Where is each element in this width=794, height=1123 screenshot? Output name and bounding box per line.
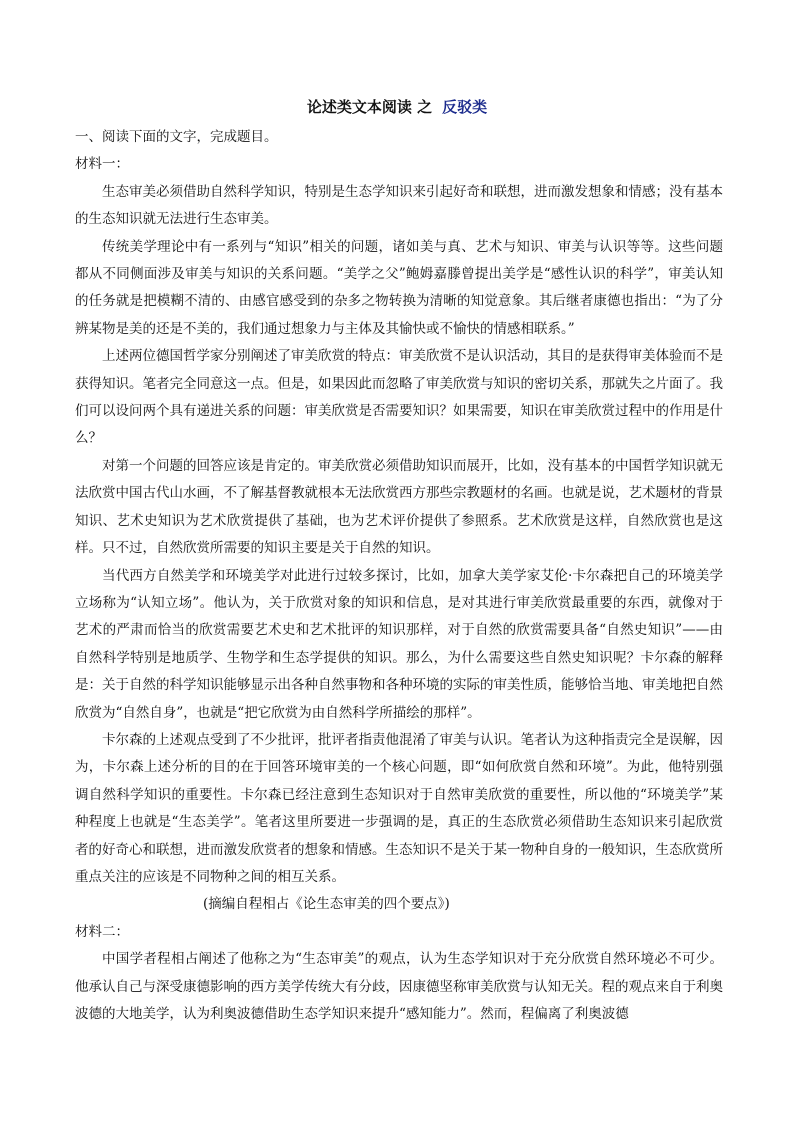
m2-paragraph-1: 中国学者程相占阐述了他称之为“生态审美”的观点，认为生态学知识对于充分欣赏自然环境必不可少。他承认自己与深受康德影响的西方美学传统大有分歧，因康德坚称审美欣赏与认知无关。程的观点来自于利奥波德的大地美学，认为利奥波德借助生态学知识来提升“感知能力”。然而，程偏离了利奥波德 [75,951,723,1022]
m1-paragraph-4: 对第一个问题的回答应该是肯定的。审美欣赏必须借助知识而展开，比如，没有基本的中国哲学知识就无法欣赏中国古代山水画，不了解基督教就根本无法欣赏西方那些宗教题材的名画。也就是说，艺术题材的背景知识、艺术史知识为艺术欣赏提供了基础，也为艺术评价提供了参照系。艺术欣赏是这样，自然欣赏也是这样。只不过，自然欣赏所需要的知识主要是关于自然的知识。 [75,457,723,557]
m1-paragraph-2: 传统美学理论中有一系列与“知识”相关的问题，诸如美与真、艺术与知识、审美与认识等等。这些问题都从不同侧面涉及审美与知识的关系问题。“美学之父”鲍姆嘉滕曾提出美学是“感性认识的科学”，审美认知的任务就是把模糊不清的、由感官感受到的杂多之物转换为清晰的知觉意象。其后继者康德也指出：“为了分辨某物是美的还是不美的，我们通过想象力与主体及其愉快或不愉快的情感相联系。” [75,238,723,337]
m1-paragraph-5: 当代西方自然美学和环境美学对此进行过较多探讨，比如，加拿大美学家艾伦·卡尔森把自己的环境美学立场称为“认知立场”。他认为，关于欣赏对象的知识和信息，是对其进行审美欣赏最重要的东西，就像对于艺术的严肃而恰当的欣赏需要艺术史和艺术批评的知识那样，对于自然的欣赏需要具备“自然史知识”——由自然科学特别是地质学、生物学和生态学提供的知识。那么，为什么需要这些自然史知识呢？卡尔森的解释是：关于自然的科学知识能够显示出各种自然事物和各种环境的实际的审美性质，能够恰当地、审美地把自然欣赏为“自然自身”，也就是“把它欣赏为由自然科学所描绘的那样”。 [75,567,723,721]
instruction: 一、阅读下面的文字，完成题目。 [75,129,278,145]
document-body [75,124,723,1028]
m1-paragraph-3: 上述两位德国哲学家分别阐述了审美欣赏的特点：审美欣赏不是认识活动，其目的是获得审美体验而不是获得知识。笔者完全同意这一点。但是，如果因此而忽略了审美欣赏与知识的密切关系，那就失之片面了。我们可以设问两个具有递进关系的问题：审美欣赏是否需要知识？如果需要，知识在审美欣赏过程中的作用是什么？ [75,348,723,447]
material-2-label: 材料二： [75,923,129,940]
m1-source: (摘编自程相占《论生态审美的四个要点》) [203,896,450,913]
m1-paragraph-1: 生态审美必须借助自然科学知识，特别是生态学知识来引起好奇和联想，进而激发想象和情感；没有基本的生态知识就无法进行生态审美。 [75,183,723,228]
title-accent: 反驳类 [442,98,488,116]
title-text: 论述类文本阅读 之 [306,98,433,116]
page-title [0,96,794,117]
material-1-label: 材料一： [75,156,129,173]
m1-paragraph-6: 卡尔森的上述观点受到了不少批评，批评者指责他混淆了审美与认识。笔者认为这种指责完全是误解，因为，卡尔森上述分析的目的在于回答环境审美的一个核心问题，即“如何欣赏自然和环境”。为此，他特别强调自然科学知识的重要性。卡尔森已经注意到生态知识对于自然审美欣赏的重要性，所以他的“环境美学”某种程度上也就是“生态美学”。笔者这里所要进一步强调的是，真正的生态欣赏必须借助生态知识来引起欣赏者的好奇心和联想，进而激发欣赏者的想象和情感。生态知识不是关于某一物种自身的一般知识，生态欣赏所重点关注的应该是不同物种之间的相互关系。 [75,731,723,885]
